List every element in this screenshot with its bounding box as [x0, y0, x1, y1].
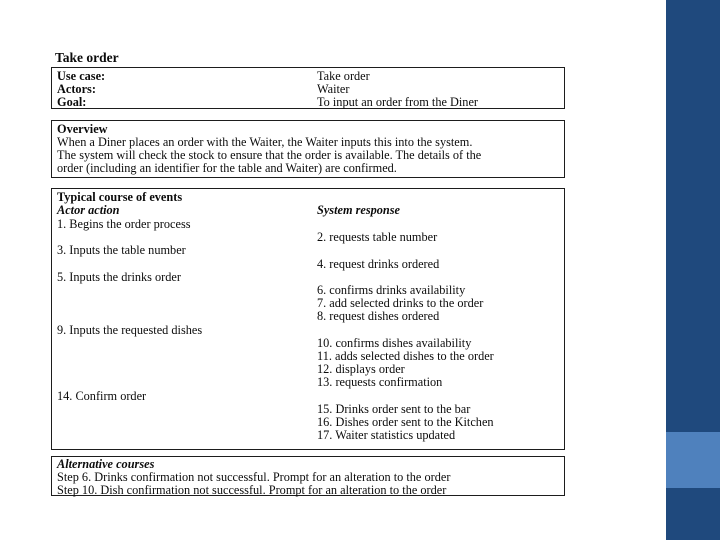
alternative-line: Step 10. Dish confirmation not successful. Prompt for an alteration to the order — [57, 483, 447, 497]
system-step: 11. adds selected dishes to the order — [317, 349, 494, 363]
actor-step: 14. Confirm order — [57, 389, 147, 403]
actor-step: 1. Begins the order process — [57, 217, 191, 231]
alternative-courses-box — [51, 456, 565, 496]
system-step: 13. requests confirmation — [317, 375, 443, 389]
use-case-header-box — [51, 67, 565, 109]
system-step: 7. add selected drinks to the order — [317, 296, 484, 310]
actors-value: Waiter — [317, 82, 350, 96]
typical-course-heading: Typical course of events — [57, 190, 183, 204]
overview-box — [51, 120, 565, 178]
system-step: 15. Drinks order sent to the bar — [317, 402, 471, 416]
use-case-document — [49, 48, 568, 498]
overview-line: The system will check the stock to ensure that the order is available. The details of the — [57, 148, 482, 162]
system-response-header: System response — [317, 203, 401, 217]
system-step: 16. Dishes order sent to the Kitchen — [317, 415, 494, 429]
alternative-heading: Alternative courses — [57, 457, 155, 471]
document-title: Take order — [55, 50, 119, 65]
sidebar-accent-block — [666, 432, 720, 488]
goal-label: Goal: — [57, 95, 87, 109]
use-case-label: Use case: — [57, 69, 106, 83]
overview-heading: Overview — [57, 122, 108, 136]
goal-value: To input an order from the Diner — [317, 95, 479, 109]
system-step: 4. request drinks ordered — [317, 257, 440, 271]
actor-action-header: Actor action — [57, 203, 120, 217]
actors-label: Actors: — [57, 82, 96, 96]
actor-step: 9. Inputs the requested dishes — [57, 323, 203, 337]
actor-step: 5. Inputs the drinks order — [57, 270, 181, 284]
typical-course-box — [51, 188, 565, 450]
overview-line: When a Diner places an order with the Waiter, the Waiter inputs this into the system. — [57, 135, 473, 149]
use-case-value: Take order — [317, 69, 370, 83]
system-step: 6. confirms drinks availability — [317, 283, 466, 297]
system-step: 12. displays order — [317, 362, 405, 376]
system-step: 2. requests table number — [317, 230, 438, 244]
system-step: 8. request dishes ordered — [317, 309, 440, 323]
system-step: 10. confirms dishes availability — [317, 336, 472, 350]
alternative-line: Step 6. Drinks confirmation not successful. Prompt for an alteration to the order — [57, 470, 451, 484]
system-step: 17. Waiter statistics updated — [317, 428, 456, 442]
actor-step: 3. Inputs the table number — [57, 243, 186, 257]
overview-line: order (including an identifier for the table and Waiter) are confirmed. — [57, 161, 397, 175]
